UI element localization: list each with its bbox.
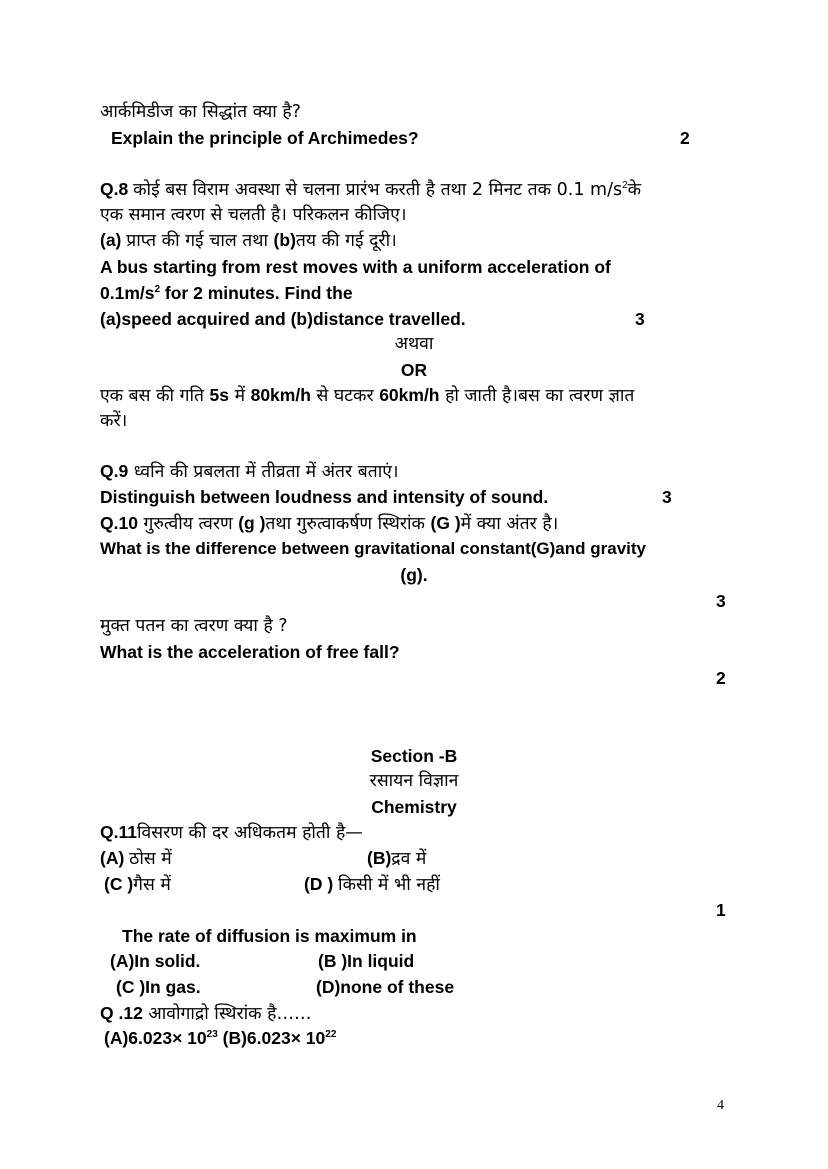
q11-marks: 1 (716, 900, 726, 920)
q11-en-opt-b: (B )In liquid (318, 951, 415, 971)
q8-hindi-line1 (100, 178, 641, 201)
q8-hindi-line3 (100, 229, 397, 252)
section-english: Chemistry (371, 797, 457, 817)
section-hindi: रसायन विज्ञान (369, 771, 459, 791)
q8-en-value: 0.1m/s (100, 283, 155, 303)
q11-en-opt-c: (C )In gas. (116, 977, 201, 997)
q8-alt-t3: में (229, 386, 251, 406)
q12-opt-a-sup: 23 (206, 1029, 218, 1041)
q8-alt-t6: 60km/h (379, 385, 440, 405)
q10-t4: (G ) (430, 513, 461, 533)
q8-alt-t7: हो जाती है।बस का त्वरण ज्ञात (439, 386, 635, 406)
q9-hindi (100, 460, 399, 483)
q11-opt-a (100, 847, 172, 870)
q8-hindi-text: कोई बस विराम अवस्था से चलना प्रारंभ करती है तथा 2 मिनट तक 0.1 m/s (133, 180, 623, 200)
q11-opt-b (367, 847, 426, 870)
q11-opt-a-text: ठोस में (129, 849, 172, 869)
q8-a-text: प्राप्त की गई चाल तथा (126, 231, 274, 251)
q11-opt-c (104, 873, 171, 896)
or-english: OR (400, 360, 428, 380)
q8-hindi-line2: एक समान त्वरण से चलती है। परिकलन कीजिए। (100, 205, 407, 225)
q8-marks: 3 (635, 309, 645, 329)
q8-sup: 2 (622, 180, 628, 192)
q11-opt-b-label: (B) (367, 848, 392, 868)
q11-hindi (100, 821, 363, 844)
q10-t1: गुरुत्वीय त्वरण (137, 514, 239, 534)
q8-b-label: (b) (273, 230, 296, 250)
q8-alt-t5: से घटकर (310, 386, 380, 406)
q11-opt-d-label: (D ) (304, 874, 339, 894)
or-hindi: अथवा (394, 334, 434, 354)
q11-hindi-text: विसरण की दर अधिकतम होती है— (136, 823, 363, 843)
q8-hindi-end: के (627, 180, 642, 200)
q10-t2: (g ) (238, 513, 266, 533)
q10b-marks: 2 (716, 668, 726, 688)
q12-number: Q .12 (100, 1003, 143, 1023)
q8-english-line2 (100, 282, 353, 304)
q11-opt-b-text: द्रव में (391, 849, 427, 869)
q8-alt-t4: 80km/h (250, 385, 311, 405)
q7b-marks: 2 (680, 128, 690, 148)
q11-english: The rate of diffusion is maximum in (122, 926, 417, 946)
q11-opt-c-text: गैस में (133, 875, 171, 895)
q10b-english: What is the acceleration of free fall? (100, 642, 400, 662)
q11-number: Q.11 (100, 822, 137, 842)
q8-english-line1: A bus starting from rest moves with a uniform acceleration of (100, 257, 611, 277)
q8-a-label: (a) (100, 230, 127, 250)
q11-en-opt-a: (A)In solid. (110, 951, 201, 971)
q10-hindi (100, 512, 558, 535)
q8-alt-t1: एक बस की गति (100, 386, 210, 406)
q8-en-rest: for 2 minutes. Find the (160, 283, 353, 303)
q8-b-text: तय की गई दूरी। (295, 231, 397, 251)
q9-hindi-text: ध्वनि की प्रबलता में तीव्रता में अंतर बताएं। (128, 462, 399, 482)
q12-hindi-text: आवोगाद्रो स्थिरांक है…… (142, 1004, 312, 1024)
section-title: Section -B (370, 746, 458, 766)
page-number: 4 (717, 1098, 724, 1113)
q10-marks: 3 (716, 591, 726, 611)
q7b-hindi: आर्कमिडीज का सिद्धांत क्या है? (100, 102, 301, 122)
q10-t3: तथा गुरुत्वाकर्षण स्थिरांक (265, 514, 431, 534)
q11-opt-a-label: (A) (100, 848, 130, 868)
q9-marks: 3 (662, 487, 672, 507)
q9-number: Q.9 (100, 461, 129, 481)
q8-alt-t2: 5s (209, 385, 229, 405)
q9-english: Distinguish between loudness and intensity of sound. (100, 487, 549, 507)
q12-opt-b: (B)6.023× 10 (217, 1028, 326, 1048)
q10-t5: में क्या अंतर है। (460, 514, 559, 534)
q8-en-sup: 2 (154, 284, 161, 296)
q8-alt-line1 (100, 384, 634, 407)
q11-opt-c-label: (C ) (104, 874, 134, 894)
q12-opt-a: (A)6.023× 10 (104, 1028, 207, 1048)
q12-hindi (100, 1002, 311, 1025)
q10b-hindi: मुक्त पतन का त्वरण क्या है ? (100, 616, 288, 636)
q8-english-line3: (a)speed acquired and (b)distance travelled. (100, 309, 466, 329)
q10-english-line1: What is the difference between gravitational constant(G)and gravity (100, 539, 646, 558)
q8-number: Q.8 (100, 179, 129, 199)
q10-english-line2: (g). (400, 565, 428, 585)
q11-en-opt-d: (D)none of these (316, 977, 455, 997)
q10-number: Q.10 (100, 513, 138, 533)
q11-opt-d-text: किसी में भी नहीं (338, 875, 440, 895)
q11-opt-d (304, 873, 440, 896)
q12-opt-b-sup: 22 (325, 1029, 337, 1041)
q12-options (104, 1027, 336, 1049)
q8-alt-line2: करें। (100, 411, 128, 431)
q7b-english: Explain the principle of Archimedes? (111, 128, 419, 148)
